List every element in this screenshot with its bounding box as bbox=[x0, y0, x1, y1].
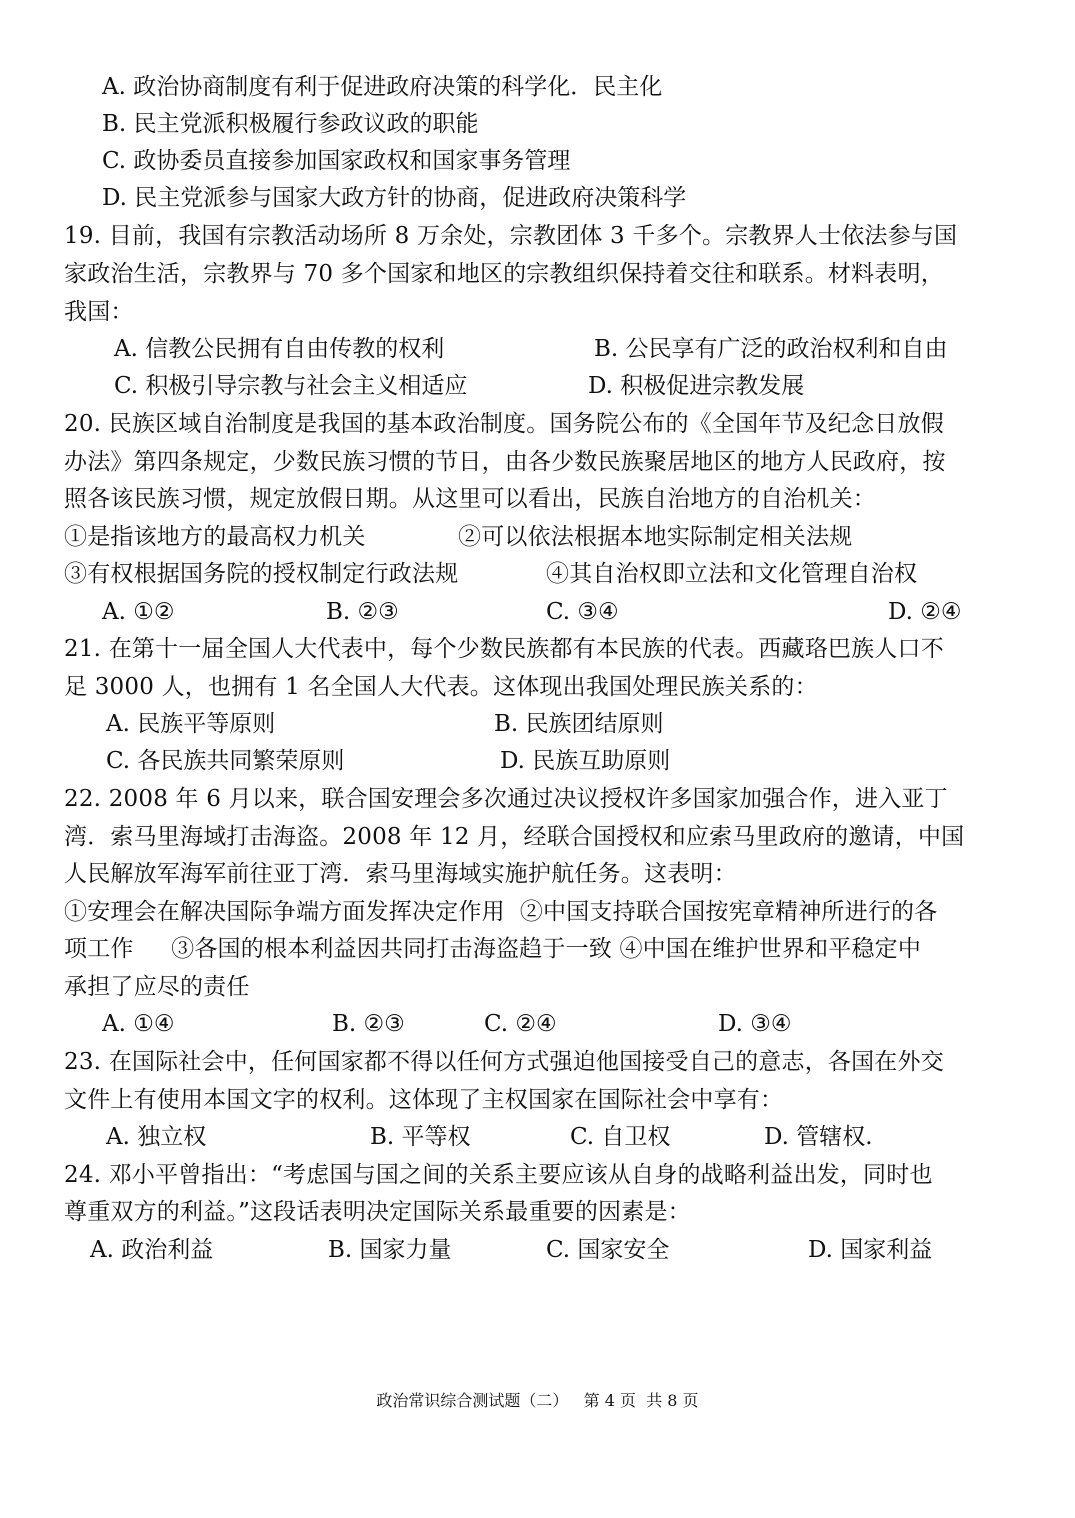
q23-option-d: D. 管辖权. bbox=[764, 1124, 873, 1150]
q19-stem-line-2: 家政治生活，宗教界与 70 多个国家和地区的宗教组织保持着交往和联系。材料表明， bbox=[64, 261, 944, 287]
q20-stem-line-1: 20. 民族区域自治制度是我国的基本政治制度。国务院公布的《全国年节及纪念日放假 bbox=[64, 411, 944, 437]
q20-stem-line-2: 办法》第四条规定，少数民族习惯的节日，由各少数民族聚居地区的地方人民政府，按 bbox=[64, 449, 946, 475]
q24-option-d: D. 国家利益 bbox=[808, 1237, 933, 1263]
q22-option-d: D. ③④ bbox=[718, 1011, 792, 1037]
q24-option-a: A. 政治利益 bbox=[90, 1237, 214, 1263]
q22-stem-line-6: 承担了应尽的责任 bbox=[64, 974, 250, 1000]
q24-stem-line-1: 24. 邓小平曾指出：“考虑国与国之间的关系主要应该从自身的战略利益出发，同时也 bbox=[64, 1162, 933, 1188]
q23-stem-line-1: 23. 在国际社会中，任何国家都不得以任何方式强迫他国接受自己的意志，各国在外交 bbox=[64, 1049, 944, 1075]
q22-option-c: C. ②④ bbox=[484, 1011, 557, 1037]
q22-stem-line-1: 22. 2008 年 6 月以来，联合国安理会多次通过决议授权许多国家加强合作，进入亚丁 bbox=[64, 786, 948, 812]
q20-stem-line-3: 照各该民族习惯，规定放假日期。从这里可以看出，民族自治地方的自治机关： bbox=[64, 486, 876, 512]
q20-statement-3: ③有权根据国务院的授权制定行政法规 bbox=[64, 561, 459, 587]
q19-stem-line-1: 19. 目前，我国有宗教活动场所 8 万余处，宗教团体 3 千多个。宗教界人士依法参与国 bbox=[64, 223, 958, 249]
page-footer: 政治常识综合测试题（二） 第 4 页 共 8 页 bbox=[376, 1391, 699, 1410]
q22-stem-line-3: 人民解放军海军前往亚丁湾．索马里海域实施护航任务。这表明： bbox=[64, 861, 737, 887]
q21-option-d: D. 民族互助原则 bbox=[500, 748, 671, 774]
q24-option-b: B. 国家力量 bbox=[328, 1237, 452, 1263]
q20-statement-2: ②可以依法根据本地实际制定相关法规 bbox=[458, 524, 853, 550]
q20-statement-1: ①是指该地方的最高权力机关 bbox=[64, 524, 366, 550]
q22-stem-line-5: 项工作 ③各国的根本利益因共同打击海盗趋于一致 ④中国在维护世界和平稳定中 bbox=[64, 936, 922, 962]
q21-stem-line-2: 足 3000 人，也拥有 1 名全国人大代表。这体现出我国处理民族关系的： bbox=[64, 674, 818, 700]
q23-option-a: A. 独立权 bbox=[106, 1124, 207, 1150]
q23-option-c: C. 自卫权 bbox=[570, 1124, 671, 1150]
q20-option-a: A. ①② bbox=[102, 599, 175, 625]
q19-option-c: C. 积极引导宗教与社会主义相适应 bbox=[114, 373, 468, 399]
q21-option-a: A. 民族平等原则 bbox=[106, 711, 276, 737]
q21-option-b: B. 民族团结原则 bbox=[494, 711, 664, 737]
q19-option-d: D. 积极促进宗教发展 bbox=[588, 373, 805, 399]
q23-option-b: B. 平等权 bbox=[370, 1124, 471, 1150]
q22-option-b: B. ②③ bbox=[332, 1011, 405, 1037]
q18-option-a: A. 政治协商制度有利于促进政府决策的科学化．民主化 bbox=[102, 74, 663, 100]
q18-option-c: C. 政协委员直接参加国家政权和国家事务管理 bbox=[102, 148, 571, 174]
q22-option-a: A. ①④ bbox=[102, 1011, 175, 1037]
q20-option-b: B. ②③ bbox=[326, 599, 399, 625]
q24-option-c: C. 国家安全 bbox=[546, 1237, 670, 1263]
q19-option-a: A. 信教公民拥有自由传教的权利 bbox=[114, 336, 445, 362]
q18-option-d: D. 民主党派参与国家大政方针的协商，促进政府决策科学 bbox=[102, 185, 687, 211]
q18-option-b: B. 民主党派积极履行参政议政的职能 bbox=[102, 111, 479, 137]
q22-stem-line-4: ①安理会在解决国际争端方面发挥决定作用 ②中国支持联合国按宪章精神所进行的各 bbox=[64, 899, 938, 925]
q21-stem-line-1: 21. 在第十一届全国人大代表中，每个少数民族都有本民族的代表。西藏珞巴族人口不 bbox=[64, 636, 944, 662]
q21-option-c: C. 各民族共同繁荣原则 bbox=[106, 748, 345, 774]
q20-option-c: C. ③④ bbox=[546, 599, 619, 625]
q19-option-b: B. 公民享有广泛的政治权利和自由 bbox=[594, 336, 948, 362]
q23-stem-line-2: 文件上有使用本国文字的权利。这体现了主权国家在国际社会中享有： bbox=[64, 1087, 784, 1113]
q20-statement-4: ④其自治权即立法和文化管理自治权 bbox=[546, 561, 918, 587]
q24-stem-line-2: 尊重双方的利益。”这段话表明决定国际关系最重要的因素是： bbox=[64, 1199, 691, 1225]
q22-stem-line-2: 湾．索马里海域打击海盗。2008 年 12 月，经联合国授权和应索马里政府的邀请，中国 bbox=[64, 824, 965, 850]
q20-option-d: D. ②④ bbox=[888, 599, 962, 625]
q19-stem-line-3: 我国： bbox=[64, 299, 134, 325]
